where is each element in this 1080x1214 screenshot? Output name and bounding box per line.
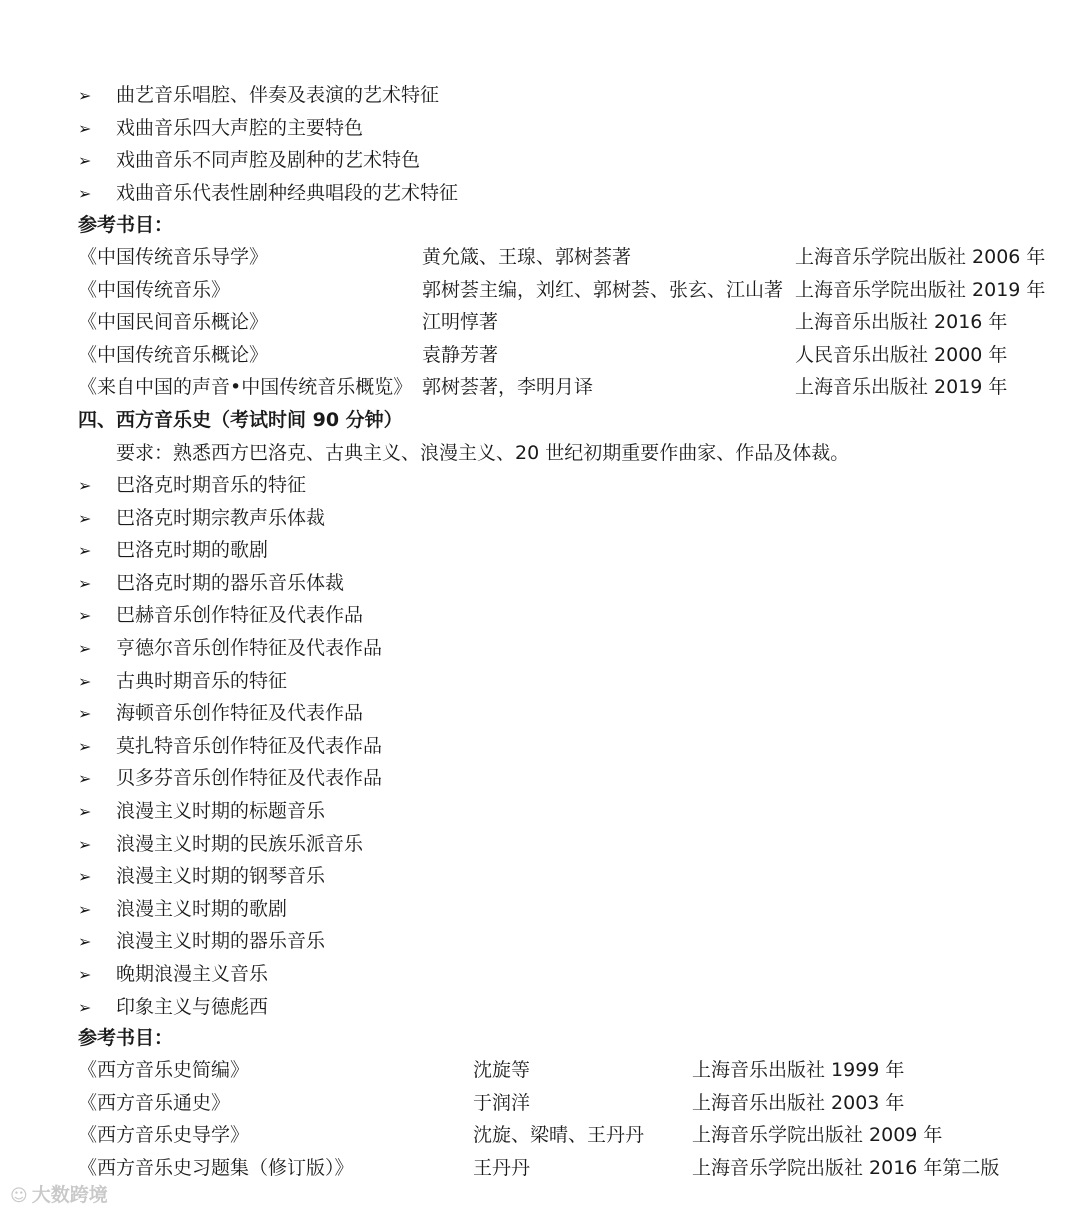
list-item-text: 浪漫主义时期的歌剧 <box>116 897 288 920</box>
ref-publisher: 上海音乐出版社 2003 年 <box>692 1091 905 1114</box>
list-item-text: 巴赫音乐创作特征及代表作品 <box>116 604 364 627</box>
ref-author: 王丹丹 <box>473 1156 531 1179</box>
ref-publisher: 上海音乐出版社 1999 年 <box>692 1059 905 1081</box>
list-item <box>78 147 420 173</box>
list-item <box>78 82 439 108</box>
ref-title: 《中国传统音乐导学》 <box>78 246 269 268</box>
arrow-bullet-icon: ➢ <box>78 183 92 203</box>
list-item <box>78 602 363 628</box>
section4-requirement: 要求：熟悉西方巴洛克、古典主义、浪漫主义、20 世纪初期重要作曲家、作品及体裁。 <box>116 442 850 464</box>
ref-title: 《西方音乐史习题集（修订版）》 <box>78 1156 354 1179</box>
section4-ref-heading: 参考书目： <box>78 1027 174 1049</box>
ref-author: 于润洋 <box>473 1091 531 1114</box>
arrow-bullet-icon: ➢ <box>78 541 92 561</box>
arrow-bullet-icon: ➢ <box>78 671 92 691</box>
arrow-bullet-icon: ➢ <box>78 867 92 887</box>
arrow-bullet-icon: ➢ <box>78 573 92 593</box>
ref-title: 《西方音乐史简编》 <box>78 1059 250 1081</box>
list-item <box>78 765 382 791</box>
list-item <box>78 668 287 694</box>
arrow-bullet-icon: ➢ <box>78 508 92 528</box>
ref-author: 郭树荟著，李明月译 <box>422 376 594 399</box>
ref-title: 《中国传统音乐概论》 <box>78 343 269 366</box>
list-item <box>78 635 382 661</box>
list-item-text: 莫扎特音乐创作特征及代表作品 <box>116 734 383 757</box>
ref-author: 黄允箴、王瑔、郭树荟著 <box>422 246 632 268</box>
ref-title: 《来自中国的声音•中国传统音乐概览》 <box>78 376 413 399</box>
arrow-bullet-icon: ➢ <box>78 606 92 626</box>
ref-title: 《中国传统音乐》 <box>78 278 231 301</box>
list-item-text: 戏曲音乐不同声腔及剧种的艺术特色 <box>116 149 421 171</box>
section4-title: 四、西方音乐史（考试时间 90 分钟） <box>78 409 403 431</box>
list-item-text: 海顿音乐创作特征及代表作品 <box>116 702 364 725</box>
ref-author: 江明惇著 <box>422 311 499 334</box>
arrow-bullet-icon: ➢ <box>78 769 92 789</box>
arrow-bullet-icon: ➢ <box>78 834 92 854</box>
arrow-bullet-icon: ➢ <box>78 639 92 658</box>
ref-publisher: 上海音乐学院出版社 2006 年 <box>795 246 1046 268</box>
speech-bubble-logo-icon: ☺ <box>10 1186 28 1206</box>
list-item-text: 戏曲音乐四大声腔的主要特色 <box>116 116 364 139</box>
list-item <box>78 472 306 498</box>
watermark-text: 大数跨境 <box>31 1184 108 1206</box>
list-item-text: 戏曲音乐代表性剧种经典唱段的艺术特征 <box>116 181 459 204</box>
list-item-text: 巴洛克时期宗教声乐体裁 <box>116 506 326 529</box>
arrow-bullet-icon: ➢ <box>78 476 92 495</box>
ref-title: 《西方音乐通史》 <box>78 1091 231 1114</box>
ref-title: 《中国民间音乐概论》 <box>78 311 269 334</box>
ref-title: 《西方音乐史导学》 <box>78 1124 250 1147</box>
arrow-bullet-icon: ➢ <box>78 151 92 170</box>
arrow-bullet-icon: ➢ <box>78 86 92 105</box>
arrow-bullet-icon: ➢ <box>78 704 92 724</box>
list-item <box>78 733 382 759</box>
arrow-bullet-icon: ➢ <box>78 899 92 919</box>
ref-author: 沈旋等 <box>473 1059 531 1081</box>
list-item <box>78 961 268 987</box>
watermark <box>10 1180 108 1207</box>
list-item-text: 贝多芬音乐创作特征及代表作品 <box>116 767 383 790</box>
arrow-bullet-icon: ➢ <box>78 118 92 138</box>
list-item <box>78 831 363 857</box>
arrow-bullet-icon: ➢ <box>78 997 92 1017</box>
arrow-bullet-icon: ➢ <box>78 802 92 821</box>
arrow-bullet-icon: ➢ <box>78 965 92 984</box>
list-item-text: 巴洛克时期的器乐音乐体裁 <box>116 571 345 594</box>
ref-author: 沈旋、梁晴、王丹丹 <box>473 1124 645 1147</box>
list-item <box>78 863 325 889</box>
list-item-text: 亨德尔音乐创作特征及代表作品 <box>116 637 383 659</box>
list-item-text: 浪漫主义时期的器乐音乐 <box>116 930 326 953</box>
ref-publisher: 上海音乐出版社 2019 年 <box>795 376 1008 399</box>
list-item <box>78 928 325 954</box>
list-item-text: 浪漫主义时期的标题音乐 <box>116 800 326 822</box>
list-item <box>78 700 363 726</box>
ref-author: 郭树荟主编，刘红、郭树荟、张玄、江山著 <box>422 278 784 301</box>
list-item-text: 巴洛克时期的歌剧 <box>116 539 269 562</box>
list-item <box>78 896 287 922</box>
list-item <box>78 570 344 596</box>
ref-publisher: 上海音乐出版社 2016 年 <box>795 311 1008 334</box>
list-item <box>78 994 268 1020</box>
ref-publisher: 上海音乐学院出版社 2019 年 <box>795 278 1046 301</box>
list-item <box>78 180 458 206</box>
arrow-bullet-icon: ➢ <box>78 736 92 756</box>
list-item-text: 巴洛克时期音乐的特征 <box>116 474 307 496</box>
ref-author: 袁静芳著 <box>422 343 499 366</box>
ref-publisher: 上海音乐学院出版社 2009 年 <box>692 1124 943 1147</box>
list-item <box>78 115 363 141</box>
list-item <box>78 505 325 531</box>
list-item <box>78 798 325 824</box>
list-item-text: 浪漫主义时期的民族乐派音乐 <box>116 832 364 855</box>
list-item-text: 曲艺音乐唱腔、伴奏及表演的艺术特征 <box>116 84 440 106</box>
ref-publisher: 上海音乐学院出版社 2016 年第二版 <box>692 1156 1000 1179</box>
list-item-text: 晚期浪漫主义音乐 <box>116 963 269 985</box>
section3-ref-heading: 参考书目： <box>78 214 174 236</box>
list-item-text: 印象主义与德彪西 <box>116 995 269 1018</box>
arrow-bullet-icon: ➢ <box>78 932 92 952</box>
list-item-text: 浪漫主义时期的钢琴音乐 <box>116 865 326 888</box>
ref-publisher: 人民音乐出版社 2000 年 <box>795 343 1008 366</box>
list-item-text: 古典时期音乐的特征 <box>116 669 288 692</box>
list-item <box>78 537 268 563</box>
